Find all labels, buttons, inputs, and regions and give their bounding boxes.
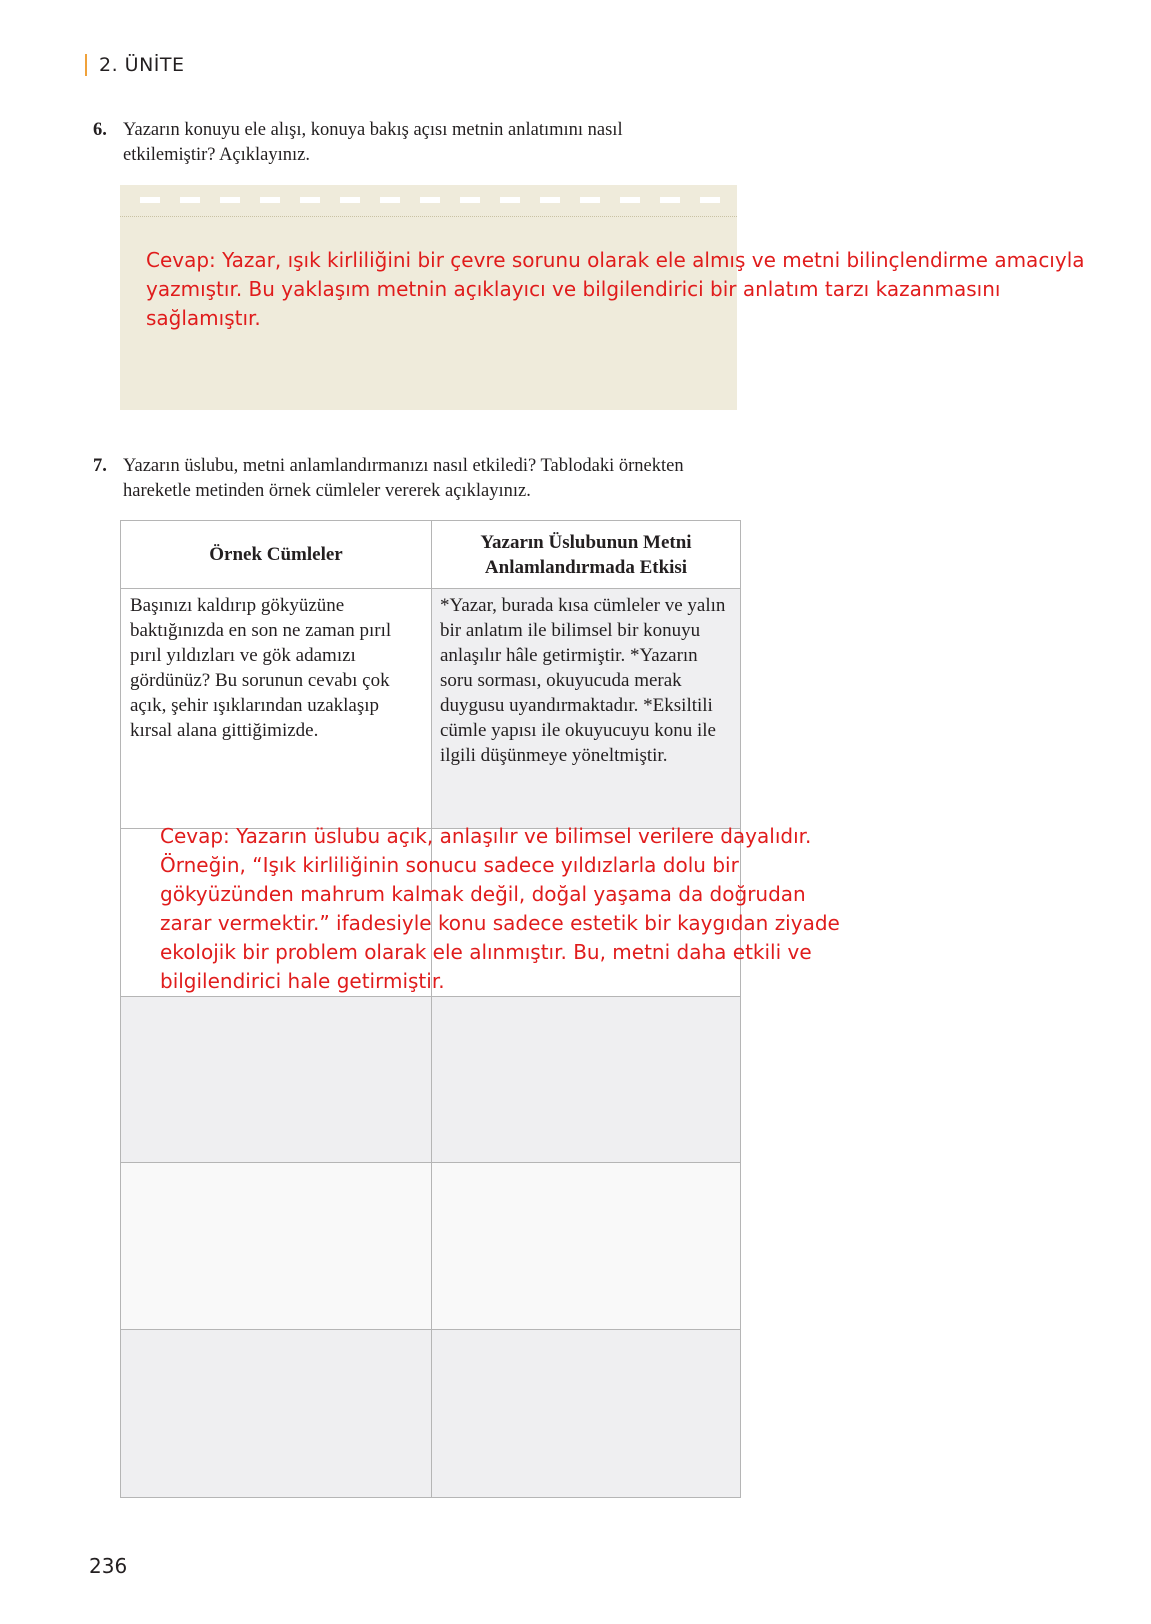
dashed-line (120, 197, 737, 203)
answer-line: yazmıştır. Bu yaklaşım metnin açıklayıcı ve bilgilendirici bir anlatım tarzı kazanmasını (146, 277, 1001, 301)
style-table (120, 520, 741, 1498)
table-header-cell: Örnek Cümleler (209, 544, 343, 565)
answer-7-text (160, 822, 840, 996)
question-number: 6. (93, 120, 107, 140)
table-header-cell: Yazarın Üslubunun Metni Anlamlandırmada Etkisi (480, 531, 692, 578)
dotted-line (120, 216, 737, 217)
answer-line: zarar vermektir.” ifadesiyle konu sadece estetik bir kaygıdan ziyade (160, 911, 840, 935)
empty-cell[interactable] (432, 1330, 740, 1497)
unit-accent-bar (85, 54, 87, 76)
answer-line: gökyüzünden mahrum kalmak değil, doğal yaşama da doğrudan (160, 882, 806, 906)
answer-line: sağlamıştır. (146, 306, 261, 330)
empty-cell[interactable] (432, 1163, 740, 1329)
unit-header (85, 50, 185, 80)
empty-cell[interactable] (432, 997, 740, 1162)
question-number: 7. (93, 456, 107, 476)
question-text: Yazarın üslubu, metni anlamlandırmanızı nasıl etkiledi? Tablodaki örnekten hareketle metinden örnek cümleler vererek açıklayınız. (123, 456, 684, 501)
page-number: 236 (89, 1554, 128, 1578)
answer-line: Cevap: Yazarın üslubu açık, anlaşılır ve bilimsel verilere dayalıdır. (160, 824, 812, 848)
empty-cell[interactable] (121, 1330, 431, 1497)
answer-line: Örneğin, “Işık kirliliğinin sonucu sadece yıldızlarla dolu bir (160, 853, 739, 877)
table-cell-example-effect: *Yazar, burada kısa cümleler ve yalın bir anlatım ile bilimsel bir konuyu anlaşılır hâle getirmiştir. *Yazarın soru sorması, okuyucuda merak duygusu uyandırmaktadır. *Eksiltili cümle yapısı ile okuyucuyu konu ile ilgili düşünmeye yöneltmiştir. (440, 595, 726, 766)
table-cell-example-sentence: Başınızı kaldırıp gökyüzüne baktığınızda en son ne zaman pırıl pırıl yıldızları ve gök adamızı gördünüz? Bu sorunun cevabı çok açık, şehir ışıklarından uzaklaşıp kırsal alana gittiğimizde. (130, 595, 392, 741)
table-divider (121, 588, 740, 589)
unit-title: 2. ÜNİTE (99, 54, 185, 76)
question-text: Yazarın konuyu ele alışı, konuya bakış açısı metnin anlatımını nasıl etkilemiştir? Açıklayınız. (123, 120, 623, 165)
answer-6-text (146, 246, 1085, 333)
answer-line: Cevap: Yazar, ışık kirliliğini bir çevre sorunu olarak ele almış ve metni bilinçlendirme amacıyla (146, 248, 1085, 272)
empty-cell[interactable] (121, 1163, 431, 1329)
answer-line: ekolojik bir problem olarak ele alınmıştır. Bu, metni daha etkili ve (160, 940, 812, 964)
answer-line: bilgilendirici hale getirmiştir. (160, 969, 445, 993)
empty-cell[interactable] (121, 997, 431, 1162)
